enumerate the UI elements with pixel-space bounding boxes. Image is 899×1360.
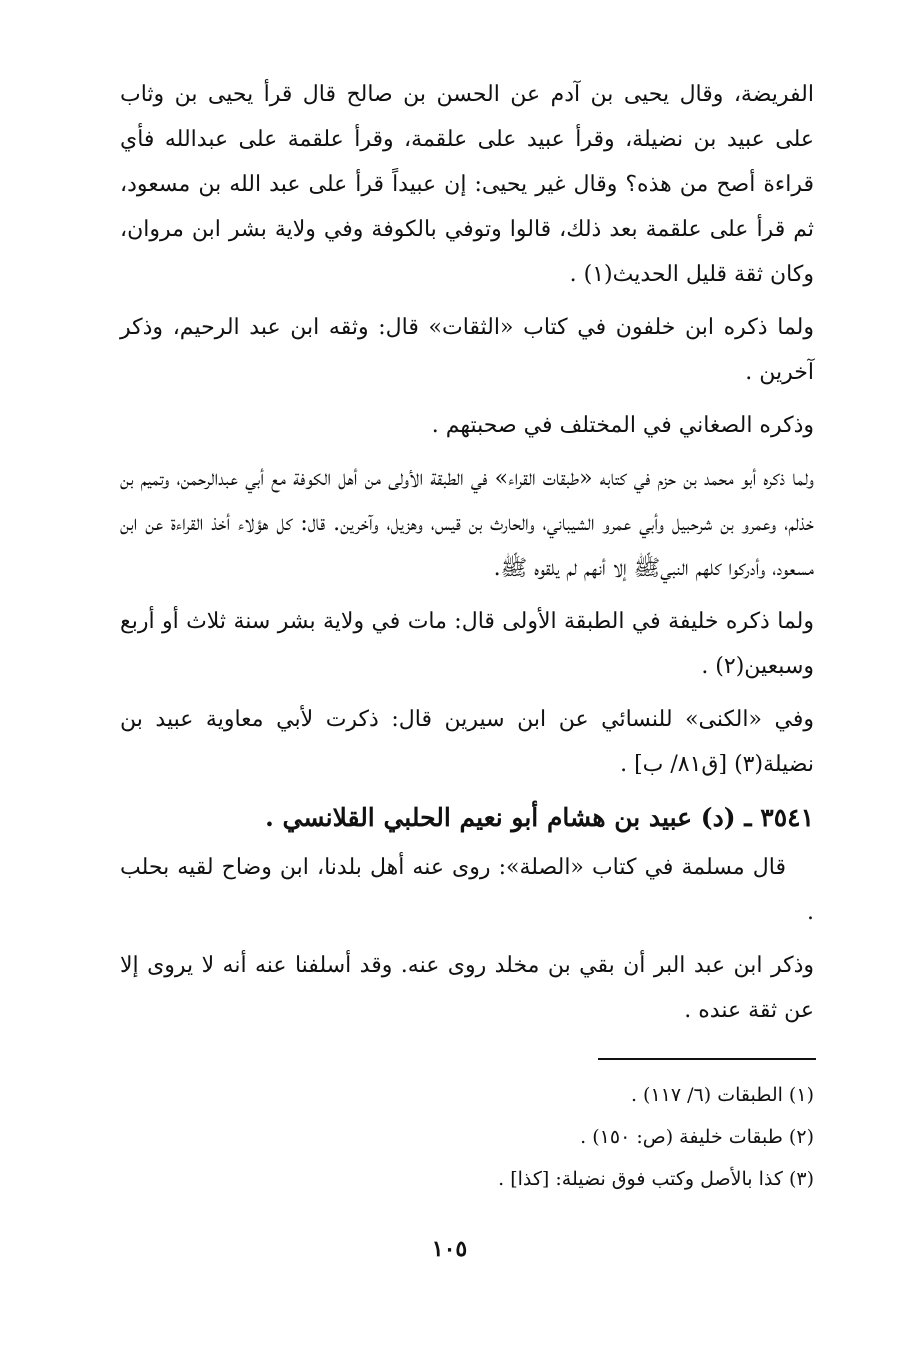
entry-paragraph-2: وذكر ابن عبد البر أن بقي بن مخلد روى عنه. وقد أسلفنا عنه أنه لا يروى إلا عن ثقة عنده . [120,953,814,1023]
footnote-divider [598,1058,816,1060]
footnote-1: (١) الطبقات (٦/ ١١٧) . [630,1084,814,1106]
footnote-2: (٢) طبقات خليفة (ص: ١٥٠) . [580,1126,814,1148]
paragraph-3: وذكره الصغاني في المختلف في صحبتهم . [431,413,814,438]
main-text [120,72,814,1041]
entry-heading: ٣٥٤١ ـ (د) عبيد بن هشام أبو نعيم الحلبي القلانسي . [265,803,814,832]
footnote-3: (٣) كذا بالأصل وكتب فوق نضيلة: [كذا] . [498,1168,814,1190]
page-number: ١٠٥ [431,1236,468,1262]
paragraph-1: الفريضة، وقال يحيى بن آدم عن الحسن بن صالح قال قرأ يحيى بن وثاب على عبيد بن نضيلة، وقرأ عبيد على علقمة، وقرأ علقمة على عبدالله فأي قراءة أصح من هذه؟ وقال غير يحيى: إن عبيداً قرأ على عبد الله بن مسعود، ثم قرأ على علقمة بعد ذلك، قالوا وتوفي بالكوفة وفي ولاية بشر ابن مروان، وكان ثقة قليل الحديث(١) . [120,82,814,287]
paragraph-5: ولما ذكره خليفة في الطبقة الأولى قال: مات في ولاية بشر سنة ثلاث أو أربع وسبعين(٢) . [120,609,814,679]
entry-paragraph-1: قال مسلمة في كتاب «الصلة»: روى عنه أهل بلدنا، ابن وضاح لقيه بحلب . [120,855,814,925]
paragraph-4: ولما ذكره أبو محمد بن حزم في كتابه «طبقات القراء» في الطبقة الأولى من أهل الكوفة مع أبي عبدالرحمن، وتميم بن خذلم، وعمرو بن شرحبيل وأبي عمرو الشيباني، والحارث بن قيس، وهزيل، وآخرين. قال: كل هؤلاء أخذ القراءة عن ابن مسعود، وأدركوا كلهم النبيﷺ إلا أنهم لم يلقوه ﷺ. [120,466,814,581]
paragraph-6: وفي «الكنى» للنسائي عن ابن سيرين قال: ذكرت لأبي معاوية عبيد بن نضيلة(٣) [ق٨١/ ب] . [120,707,814,777]
paragraph-2: ولما ذكره ابن خلفون في كتاب «الثقات» قال: وثقه ابن عبد الرحيم، وذكر آخرين . [120,315,814,385]
footnotes [120,1074,814,1200]
